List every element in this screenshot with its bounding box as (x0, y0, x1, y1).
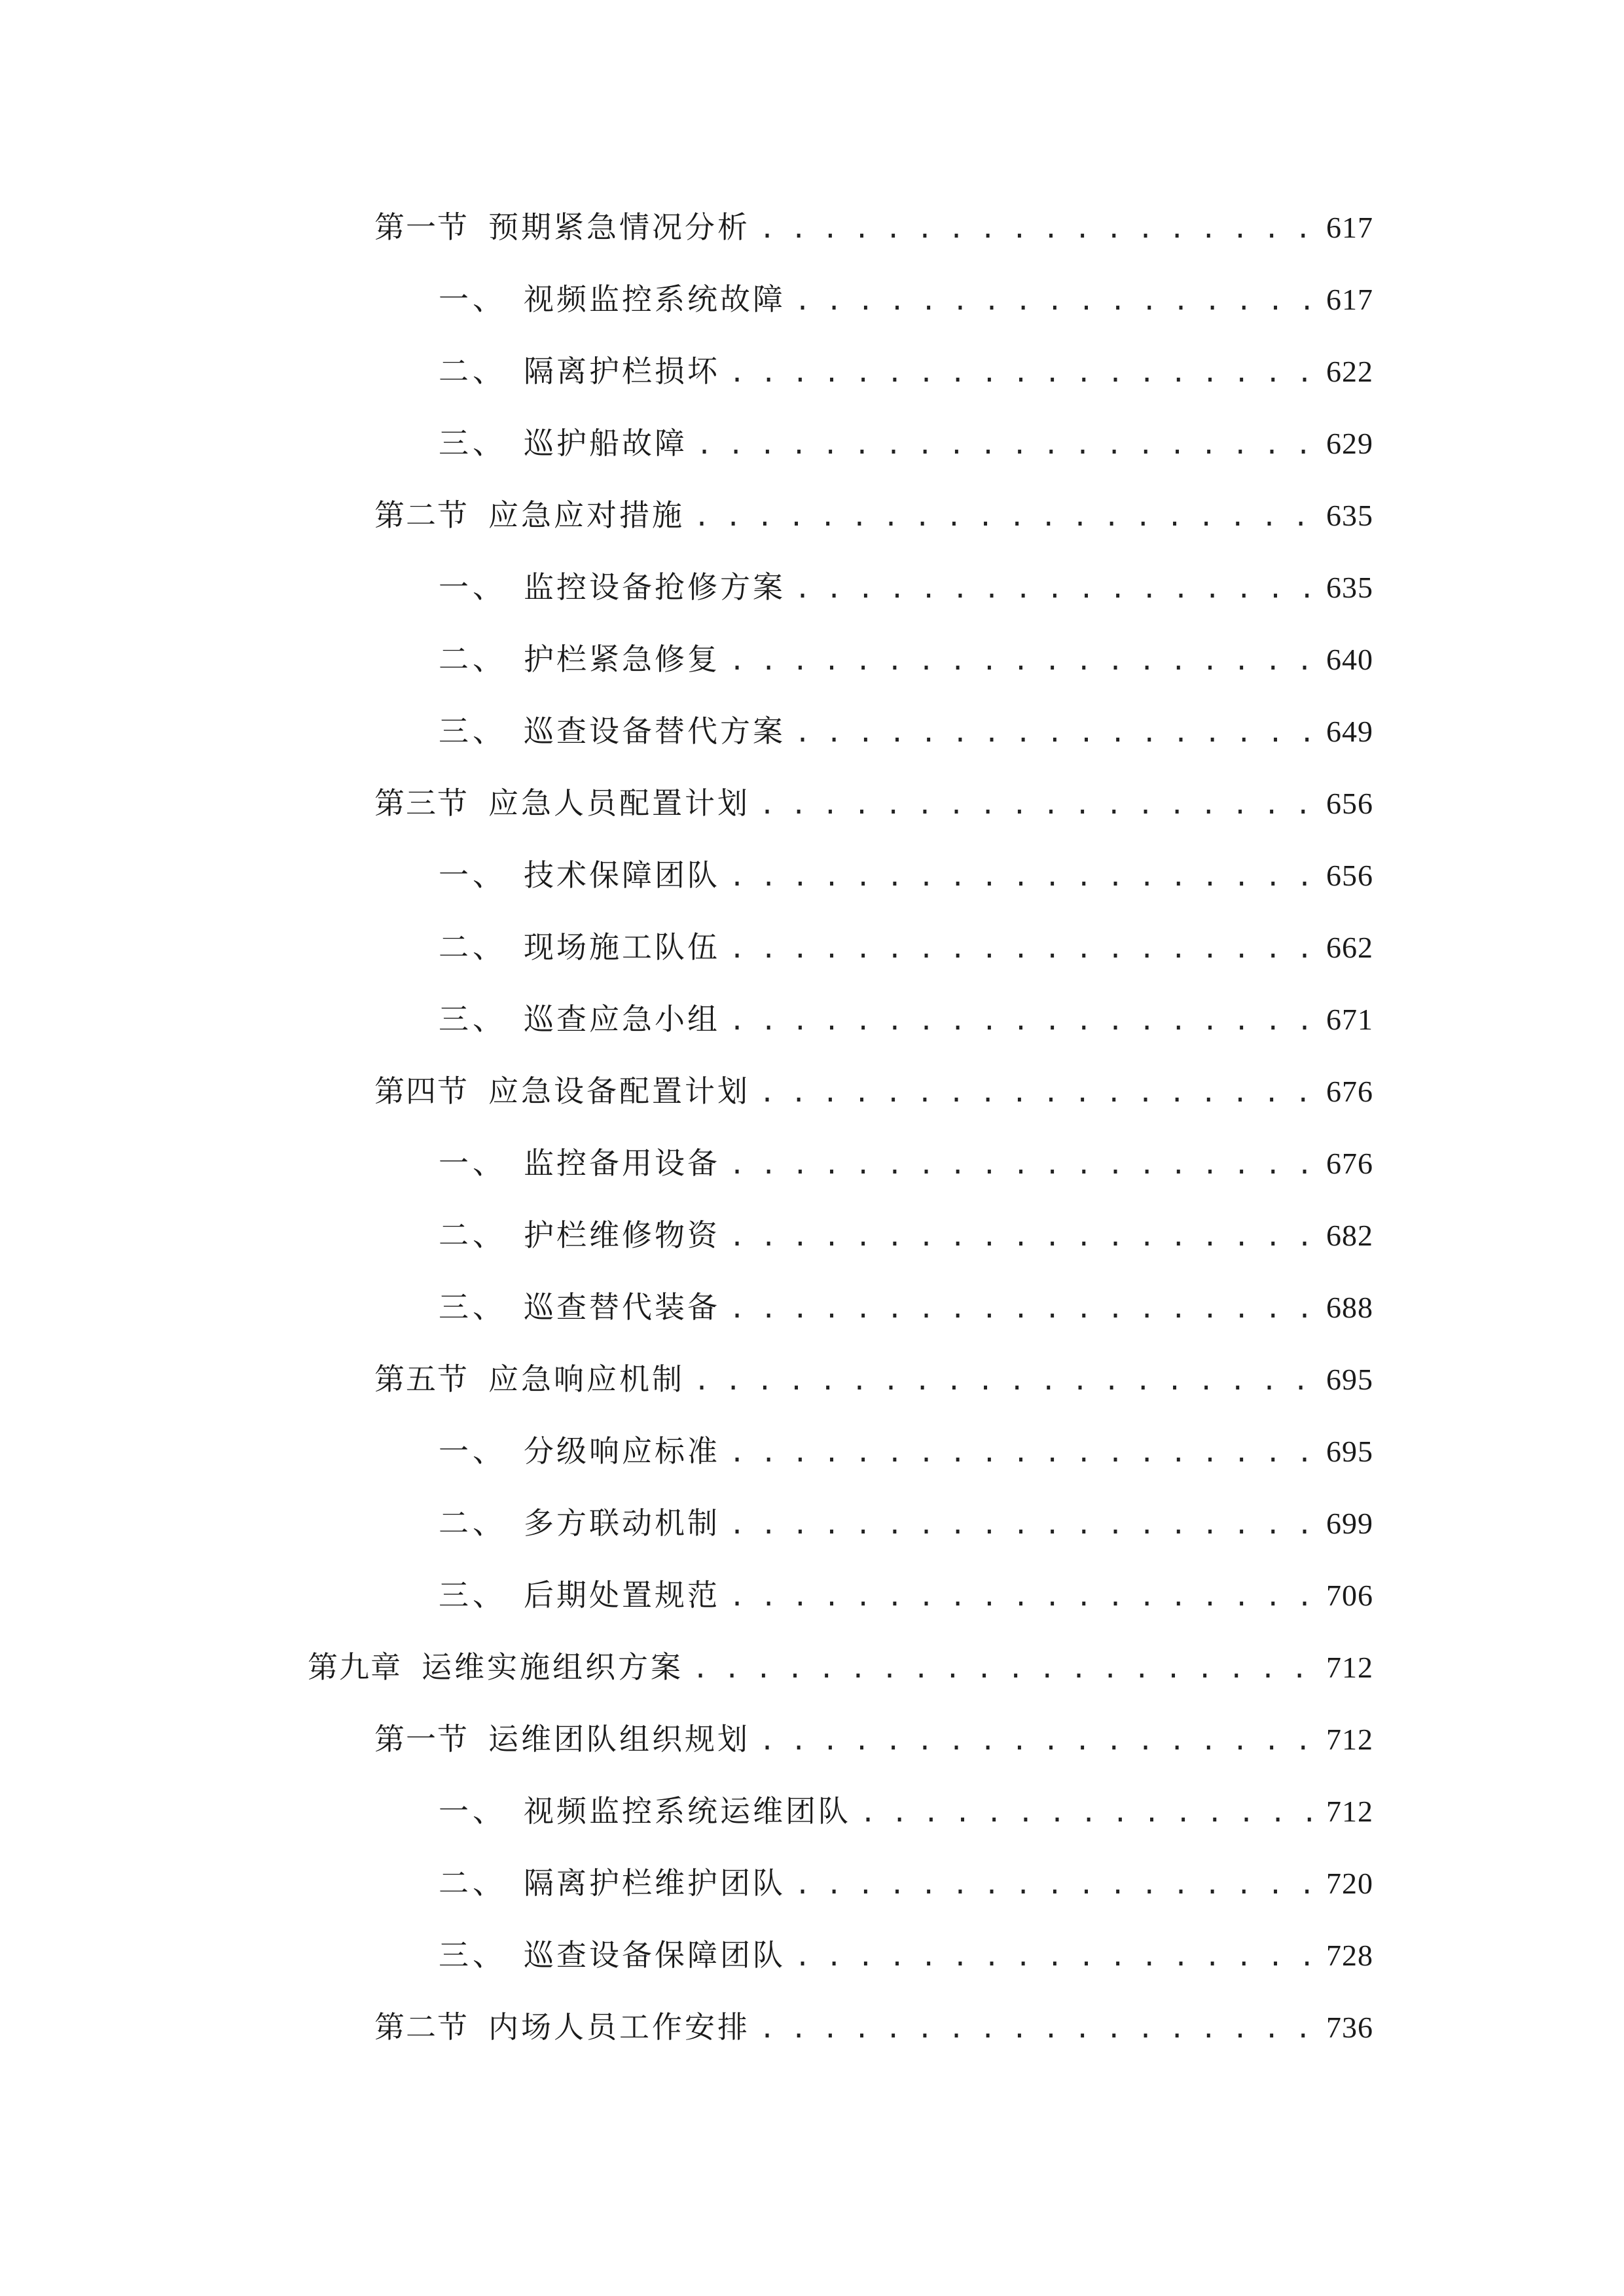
toc-entry-title: 应急应对措施 (488, 497, 685, 533)
toc-entry-title: 现场施工队伍 (524, 929, 720, 965)
dot-leader (729, 1574, 1314, 1618)
dot-leader (729, 854, 1314, 898)
toc-entry-page-number: 720 (1326, 1867, 1373, 1900)
toc-entry-title: 分级响应标准 (524, 1433, 720, 1469)
toc-entry-number: 二、 (439, 1865, 507, 1901)
dot-leader (759, 206, 1314, 250)
toc-entry-title: 巡查应急小组 (524, 1001, 720, 1037)
toc-entry-title: 隔离护栏损坏 (524, 353, 720, 389)
toc-entry-page-number: 635 (1326, 499, 1373, 532)
toc-entry-page-number: 695 (1326, 1435, 1373, 1468)
toc-entry-number: 第一节 (374, 1721, 469, 1757)
toc-entry-title: 内场人员工作安排 (488, 2009, 750, 2045)
toc-entry-title: 运维团队组织规划 (488, 1721, 750, 1757)
toc-entry-number: 第四节 (374, 1073, 469, 1109)
toc-entry-subsection[interactable] (439, 1860, 1373, 1906)
toc-entry-page-number: 728 (1326, 1939, 1373, 1972)
toc-entry-subsection[interactable] (439, 636, 1373, 682)
toc-entry-title: 巡查设备替代方案 (524, 713, 785, 749)
toc-entry-number: 三、 (439, 1937, 507, 1973)
dot-leader (795, 1934, 1314, 1978)
dot-leader (795, 566, 1314, 610)
toc-entry-title: 多方联动机制 (524, 1505, 720, 1541)
dot-leader (729, 1214, 1314, 1258)
toc-entry-number: 第五节 (374, 1361, 469, 1397)
dot-leader (795, 1862, 1314, 1906)
toc-entry-title: 应急响应机制 (488, 1361, 685, 1397)
toc-entry-title: 巡查设备保障团队 (524, 1937, 785, 1973)
toc-entry-subsection[interactable] (439, 1932, 1373, 1978)
toc-entry-section[interactable] (374, 204, 1373, 250)
dot-leader (729, 1142, 1314, 1186)
toc-entry-number: 一、 (439, 1145, 507, 1181)
toc-entry-title: 应急人员配置计划 (488, 785, 750, 821)
toc-entry-section[interactable] (374, 1068, 1373, 1114)
toc-entry-title: 监控设备抢修方案 (524, 569, 785, 605)
toc-entry-number: 一、 (439, 1433, 507, 1469)
toc-entry-page-number: 695 (1326, 1363, 1373, 1396)
toc-entry-section[interactable] (374, 2004, 1373, 2050)
toc-entry-number: 一、 (439, 857, 507, 893)
dot-leader (729, 926, 1314, 970)
toc-entry-title: 应急设备配置计划 (488, 1073, 750, 1109)
toc-entry-number: 第一节 (374, 209, 469, 245)
toc-entry-section[interactable] (374, 492, 1373, 538)
toc-entry-subsection[interactable] (439, 1284, 1373, 1330)
toc-entry-number: 第三节 (374, 785, 469, 821)
dot-leader (729, 1286, 1314, 1330)
toc-entry-title: 护栏紧急修复 (524, 641, 720, 677)
toc-entry-page-number: 688 (1326, 1291, 1373, 1324)
dot-leader (729, 638, 1314, 682)
toc-entry-number: 二、 (439, 1217, 507, 1253)
toc-entry-subsection[interactable] (439, 852, 1373, 898)
toc-entry-page-number: 682 (1326, 1219, 1373, 1252)
toc-entry-subsection[interactable] (439, 1572, 1373, 1618)
toc-entry-page-number: 712 (1326, 1795, 1373, 1828)
toc-entry-section[interactable] (374, 1716, 1373, 1762)
toc-entry-number: 二、 (439, 929, 507, 965)
toc-entry-subsection[interactable] (439, 924, 1373, 970)
toc-entry-number: 第二节 (374, 2009, 469, 2045)
toc-entry-number: 二、 (439, 353, 507, 389)
toc-entry-number: 三、 (439, 1577, 507, 1613)
toc-entry-subsection[interactable] (439, 996, 1373, 1042)
dot-leader (759, 1718, 1314, 1762)
toc-entry-title: 预期紧急情况分析 (488, 209, 750, 245)
toc-entry-page-number: 662 (1326, 931, 1373, 964)
toc-entry-number: 一、 (439, 281, 507, 317)
toc-entry-title: 护栏维修物资 (524, 1217, 720, 1253)
toc-entry-subsection[interactable] (439, 1212, 1373, 1258)
dot-leader (694, 494, 1314, 538)
dot-leader (759, 1070, 1314, 1114)
toc-entry-page-number: 649 (1326, 715, 1373, 748)
toc-entry-page-number: 622 (1326, 355, 1373, 388)
toc-entry-number: 第二节 (374, 497, 469, 533)
toc-entry-page-number: 712 (1326, 1723, 1373, 1756)
dot-leader (696, 422, 1314, 466)
toc-entry-subsection[interactable] (439, 708, 1373, 754)
toc-entry-page-number: 617 (1326, 211, 1373, 244)
toc-entry-section[interactable] (374, 1356, 1373, 1402)
toc-entry-page-number: 706 (1326, 1579, 1373, 1612)
toc-entry-page-number: 640 (1326, 643, 1373, 676)
toc-entry-page-number: 699 (1326, 1507, 1373, 1540)
toc-entry-subsection[interactable] (439, 1500, 1373, 1546)
toc-entry-page-number: 629 (1326, 427, 1373, 460)
toc-entry-title: 隔离护栏维护团队 (524, 1865, 785, 1901)
toc-entry-subsection[interactable] (439, 564, 1373, 610)
toc-entry-title: 监控备用设备 (524, 1145, 720, 1181)
dot-leader (759, 782, 1314, 826)
toc-entry-number: 三、 (439, 713, 507, 749)
toc-entry-number: 三、 (439, 1289, 507, 1325)
dot-leader (694, 1358, 1314, 1402)
toc-entry-subsection[interactable] (439, 1428, 1373, 1474)
toc-entry-page-number: 736 (1326, 2011, 1373, 2044)
toc-entry-page-number: 676 (1326, 1147, 1373, 1180)
dot-leader (860, 1790, 1314, 1834)
toc-entry-page-number: 712 (1326, 1651, 1373, 1684)
dot-leader (729, 1502, 1314, 1546)
toc-entry-title: 后期处置规范 (524, 1577, 720, 1613)
toc-entry-section[interactable] (374, 780, 1373, 826)
toc-entry-title: 视频监控系统运维团队 (524, 1793, 851, 1829)
toc-entry-title: 视频监控系统故障 (524, 281, 785, 317)
dot-leader (729, 350, 1314, 394)
toc-entry-page-number: 656 (1326, 859, 1373, 892)
toc-entry-chapter[interactable] (308, 1644, 1373, 1690)
toc-entry-title: 巡护船故障 (524, 425, 687, 461)
dot-leader (729, 998, 1314, 1042)
dot-leader (759, 2006, 1314, 2050)
toc-entry-page-number: 617 (1326, 283, 1373, 316)
toc-entry-number: 二、 (439, 641, 507, 677)
toc-entry-number: 三、 (439, 425, 507, 461)
dot-leader (795, 710, 1314, 754)
dot-leader (729, 1430, 1314, 1474)
toc-entry-title: 技术保障团队 (524, 857, 720, 893)
toc-entry-number: 一、 (439, 569, 507, 605)
toc-entry-subsection[interactable] (439, 348, 1373, 394)
toc-entry-page-number: 671 (1326, 1003, 1373, 1036)
toc-entry-subsection[interactable] (439, 276, 1373, 322)
dot-leader (795, 278, 1314, 322)
dot-leader (693, 1646, 1314, 1690)
toc-entry-number: 二、 (439, 1505, 507, 1541)
toc-entry-subsection[interactable] (439, 1140, 1373, 1186)
toc-entry-page-number: 656 (1326, 787, 1373, 820)
toc-entry-title: 巡查替代装备 (524, 1289, 720, 1325)
toc-entry-subsection[interactable] (439, 420, 1373, 466)
toc-entry-page-number: 676 (1326, 1075, 1373, 1108)
toc-entry-number: 一、 (439, 1793, 507, 1829)
toc-entry-title: 运维实施组织方案 (422, 1649, 683, 1685)
toc-entry-number: 三、 (439, 1001, 507, 1037)
toc-entry-subsection[interactable] (439, 1788, 1373, 1834)
toc-entry-page-number: 635 (1326, 571, 1373, 604)
toc-entry-number: 第九章 (308, 1649, 402, 1685)
